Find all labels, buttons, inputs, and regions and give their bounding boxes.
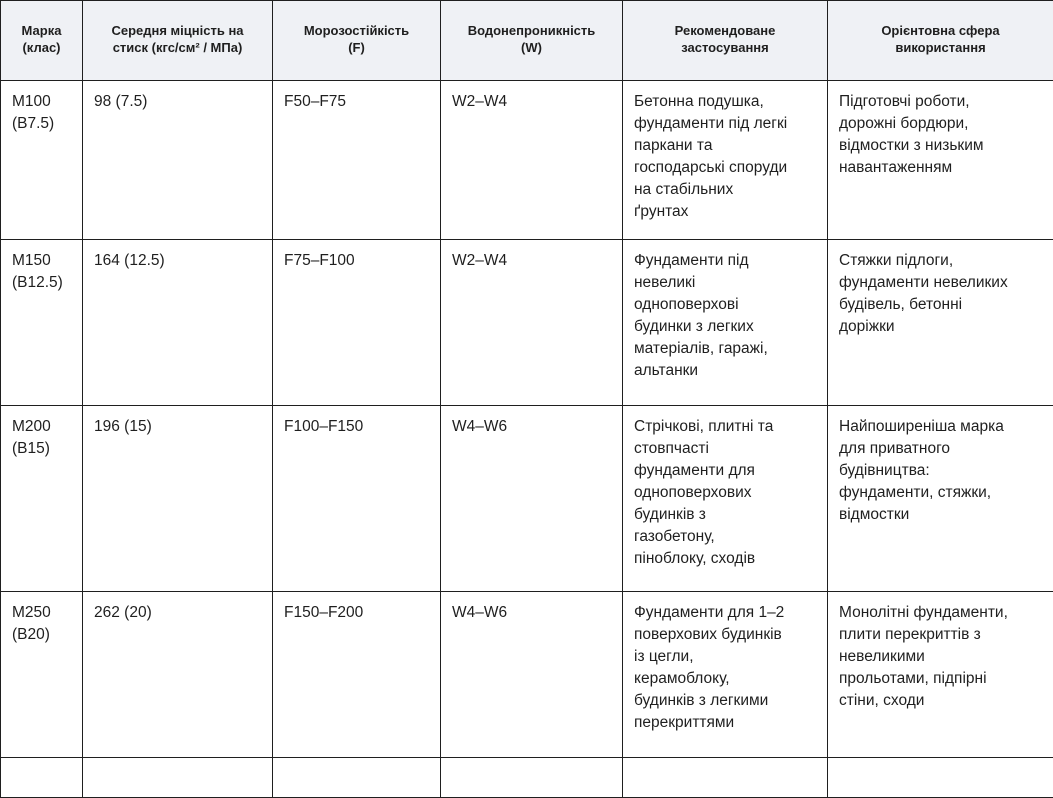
cell-application xyxy=(623,592,828,758)
header-application-line-1: Рекомендоване xyxy=(629,22,821,39)
cell-strength: 98 (7.5) xyxy=(83,81,273,240)
scope-line: Стяжки підлоги, xyxy=(839,250,1043,272)
cell-empty xyxy=(441,758,623,798)
application-line: будинки з легких xyxy=(634,316,817,338)
application-line: невеликі xyxy=(634,272,817,294)
cell-scope xyxy=(828,240,1053,406)
cell-strength: 196 (15) xyxy=(83,406,273,592)
grade-class-line: (B7.5) xyxy=(12,113,72,135)
header-grade-line-1: Марка xyxy=(7,22,76,39)
header-water-line-2: (W) xyxy=(447,39,616,56)
grade-class-line: (B12.5) xyxy=(12,272,72,294)
cell-empty xyxy=(273,758,441,798)
scope-line: фундаменти невеликих xyxy=(839,272,1043,294)
table-header-row xyxy=(1,1,1053,81)
cell-frost: F75–F100 xyxy=(273,240,441,406)
cell-grade xyxy=(1,240,83,406)
application-line: господарські споруди xyxy=(634,157,817,179)
table-row xyxy=(1,406,1053,592)
scope-line: Підготовчі роботи, xyxy=(839,91,1043,113)
application-line: фундаменти для xyxy=(634,460,817,482)
cell-frost: F100–F150 xyxy=(273,406,441,592)
cell-strength: 262 (20) xyxy=(83,592,273,758)
application-line: Стрічкові, плитні та xyxy=(634,416,817,438)
cell-scope xyxy=(828,81,1053,240)
cell-frost: F150–F200 xyxy=(273,592,441,758)
scope-line: невеликими xyxy=(839,646,1043,668)
cell-water: W4–W6 xyxy=(441,592,623,758)
table-row-partial xyxy=(1,758,1053,798)
application-line: одноповерхові xyxy=(634,294,817,316)
scope-line: доріжки xyxy=(839,316,1043,338)
grade-line: М150 xyxy=(12,250,72,272)
header-scope xyxy=(828,1,1053,81)
application-line: із цегли, xyxy=(634,646,817,668)
grade-line: М200 xyxy=(12,416,72,438)
scope-line: будівництва: xyxy=(839,460,1043,482)
application-line: поверхових будинків xyxy=(634,624,817,646)
cell-application xyxy=(623,240,828,406)
scope-line: навантаженням xyxy=(839,157,1043,179)
header-application-line-2: застосування xyxy=(629,39,821,56)
scope-line: відмостки xyxy=(839,504,1043,526)
header-water xyxy=(441,1,623,81)
header-frost-line-1: Морозостійкість xyxy=(279,22,434,39)
grade-class-line: (B20) xyxy=(12,624,72,646)
application-line: стовпчасті xyxy=(634,438,817,460)
application-line: матеріалів, гаражі, xyxy=(634,338,817,360)
header-water-line-1: Водонепроникність xyxy=(447,22,616,39)
scope-line: дорожні бордюри, xyxy=(839,113,1043,135)
application-line: Фундаменти для 1–2 xyxy=(634,602,817,624)
scope-line: прольотами, підпірні xyxy=(839,668,1043,690)
application-line: на стабільних xyxy=(634,179,817,201)
cell-application xyxy=(623,81,828,240)
cell-frost: F50–F75 xyxy=(273,81,441,240)
cell-empty xyxy=(1,758,83,798)
scope-line: фундаменти, стяжки, xyxy=(839,482,1043,504)
cell-scope xyxy=(828,406,1053,592)
header-grade xyxy=(1,1,83,81)
application-line: одноповерхових xyxy=(634,482,817,504)
table-row xyxy=(1,81,1053,240)
cell-water: W4–W6 xyxy=(441,406,623,592)
application-line: будинків з легкими xyxy=(634,690,817,712)
header-frost xyxy=(273,1,441,81)
scope-line: для приватного xyxy=(839,438,1043,460)
grade-line: М100 xyxy=(12,91,72,113)
cell-application xyxy=(623,406,828,592)
application-line: ґрунтах xyxy=(634,201,817,223)
scope-line: Найпоширеніша марка xyxy=(839,416,1043,438)
scope-line: плити перекриттів з xyxy=(839,624,1043,646)
scope-line: стіни, сходи xyxy=(839,690,1043,712)
application-line: альтанки xyxy=(634,360,817,382)
header-grade-line-2: (клас) xyxy=(7,39,76,56)
application-line: піноблоку, сходів xyxy=(634,548,817,570)
header-scope-line-2: використання xyxy=(834,39,1047,56)
application-line: фундаменти під легкі xyxy=(634,113,817,135)
application-line: керамоблоку, xyxy=(634,668,817,690)
cell-empty xyxy=(828,758,1053,798)
cell-empty xyxy=(623,758,828,798)
cell-scope xyxy=(828,592,1053,758)
cell-empty xyxy=(83,758,273,798)
header-frost-line-2: (F) xyxy=(279,39,434,56)
cell-grade xyxy=(1,406,83,592)
header-strength-line-1: Середня міцність на xyxy=(89,22,266,39)
header-application xyxy=(623,1,828,81)
cell-grade xyxy=(1,592,83,758)
scope-line: Монолітні фундаменти, xyxy=(839,602,1043,624)
application-line: Фундаменти під xyxy=(634,250,817,272)
header-strength xyxy=(83,1,273,81)
table-row xyxy=(1,240,1053,406)
application-line: будинків з xyxy=(634,504,817,526)
cell-water: W2–W4 xyxy=(441,81,623,240)
application-line: паркани та xyxy=(634,135,817,157)
table-row xyxy=(1,592,1053,758)
application-line: перекриттями xyxy=(634,712,817,734)
application-line: Бетонна подушка, xyxy=(634,91,817,113)
scope-line: відмостки з низьким xyxy=(839,135,1043,157)
grade-line: М250 xyxy=(12,602,72,624)
grade-class-line: (B15) xyxy=(12,438,72,460)
cell-water: W2–W4 xyxy=(441,240,623,406)
application-line: газобетону, xyxy=(634,526,817,548)
cell-strength: 164 (12.5) xyxy=(83,240,273,406)
scope-line: будівель, бетонні xyxy=(839,294,1043,316)
header-scope-line-1: Орієнтовна сфера xyxy=(834,22,1047,39)
cell-grade xyxy=(1,81,83,240)
header-strength-line-2: стиск (кгс/см² / МПа) xyxy=(89,39,266,56)
